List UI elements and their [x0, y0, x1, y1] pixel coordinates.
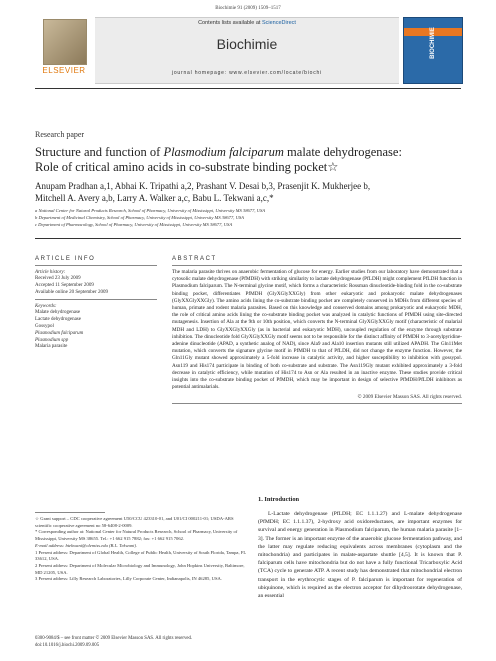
authors — [35, 180, 465, 204]
abstract-text: The malaria parasite thrives on anaerobic fermentation of glucose for energy. Earlier studies from our laboratory have demonstrated that a cytosolic malate dehydrogenase (PfMDH) with striking similarity to lactate dehydrogenase (PfLDH) might complement PfLDH function in Plasmodium falciparum. The N-terminal glycine motif, which forms a characteristic Rossman dinucleotide-binding fold in the co-substrate binding pocket, differentiates PfMDH (GlyXGlyXXGly) from other eukaryotic and prokaryotic malate dehydrogenases (GlyXXGlyXXGly). The amino acids lining the co-substrate binding pocket are completely conserved in MDHs from different species of human, primate and rodent malaria parasites. Based on this knowledge and conserved domains among prokaryotic and eukaryotic MDH, the role of critical amino acids lining the co-substrate binding pocket was analyzed in catalytic functions of PfMDH using site-directed mutagenesis. Insertion of Ala at the 9th or 10th position, which converts the N-terminal GlyXGlyXXGly motif (characteristic of malarial MDH and LDH) to GlyXXGlyXXGly (as in bacterial and eukaryotic MDH), uncoupled regulation of the enzyme through substrate inhibition. The dinucleotide fold GlyXGlyXXGly motif seems not to be responsible for the distinct affinity of PfMDH to 3-acetylpyridine-adenine dinucleotide (APAD, a synthetic analog of NAD), since Ala9 and Ala10 insertion mutants still utilized APADH. The Gln11Met mutation, which converts the signature glycine motif in PfMDH to that of PfLDH, did not change the enzyme function. However, the Gln11Gly mutant showed approximately a 5-fold increase in catalytic activity, and higher susceptibility to inhibition with gossypol. Asn119 and His174 participate in binding of both co-substrate and substrate. The Asn119Gly mutant exhibited approximately a 3-fold decrease in catalytic efficiency, while mutation of His174 to Asn or Ala resulted in an inactive enzyme. These studies provide critical insights into the co-substrate binding pocket of PfMDH, which may be important in design of selective PfMDH/PfLDH inhibitors as potential antimalarials. — [172, 269, 463, 391]
history-received: Received 23 July 2009 — [35, 276, 81, 281]
cover-title: BIOCHIMIE — [430, 27, 436, 59]
journal-cover — [403, 17, 463, 84]
title-part-1: Structure and function of — [35, 145, 164, 159]
affil-rule — [35, 238, 461, 239]
journal-homepage[interactable]: journal homepage: www.elsevier.com/locate/biochi — [171, 70, 323, 76]
abstract-copyright: © 2009 Elsevier Masson SAS. All rights reserved. — [357, 394, 462, 401]
history-online: Available online 20 September 2009 — [35, 289, 108, 295]
contents-line — [95, 20, 399, 26]
article-type: Research paper — [35, 130, 85, 139]
abstract-end-rule — [172, 403, 462, 404]
journal-name: Biochimie — [216, 36, 278, 52]
title-line-2: Role of critical amino acids in co-substrate binding pocket☆ — [35, 160, 339, 174]
affiliation-a: a National Center for Natural Products Research, School of Pharmacy, University of Mississippi, University MS 38677, USA — [35, 208, 266, 213]
title-part-3: malate dehydrogenase: — [283, 145, 402, 159]
article-info — [35, 256, 157, 351]
footnotes — [35, 512, 247, 583]
contents-prefix: Contents lists available at — [198, 20, 262, 26]
keyword: Malate dehydrogenase — [35, 310, 81, 316]
introduction-heading: 1. Introduction — [258, 496, 300, 503]
authors-line-2: Mitchell A. Avery a,b, Larry A. Walker a,c, Babu L. Tekwani a,c,* — [35, 193, 274, 203]
footnote-rule — [35, 512, 105, 513]
abstract-heading: ABSTRACT — [172, 256, 217, 262]
footnote: 3 Present address: Lilly Research Laboratories, Lilly Corporate Center, Indianapolis, IN 46285, USA. — [35, 576, 222, 582]
abstract — [172, 256, 462, 407]
keywords-label: Keywords: — [35, 304, 57, 310]
keyword: Lactate dehydrogenase — [35, 317, 81, 323]
abstract-rule — [172, 265, 462, 266]
doi-line[interactable]: doi:10.1016/j.biochi.2009.09.005 — [35, 642, 100, 648]
article-title — [35, 145, 465, 175]
title-part-2: Plasmodium falciparum — [163, 145, 284, 159]
elsevier-tree-icon — [43, 19, 87, 65]
history-label: Article history: — [35, 270, 66, 275]
affiliation-c: c Department of Pharmacology, School of Pharmacy, University of Mississippi, University MS 38677, USA — [35, 222, 233, 227]
footnote-email[interactable]: E-mail address: btekwani@olemiss.edu (B.L. Tekwani). — [35, 542, 138, 548]
footnote: 1 Present address: Department of Global Health, College of Public Health, University of South Florida, Tampa, FL 33612, USA. — [35, 549, 246, 562]
header-rule — [35, 88, 461, 89]
affiliations — [35, 207, 465, 228]
introduction-text: L-Lactate dehydrogenase (PfLDH; EC 1.1.1.27) and L-malate dehydrogenase (PfMDH; EC 1.1.1.37), 2-hydroxy acid oxidoreductases, are important enzymes for survival and energy generation in Plasmodium falciparum, the human malaria parasite [1–3]. The former is an important enzyme of the anaerobic glucose fermentation pathway, and the latter may regulate reducing equivalents across membranes (cytoplasm and the mitochondria) and participates in malate-aspartate shuttle [4,5]. It is known that P. falciparum cells have mitochondria but do not have a fully functional Tricarboxylic Acid (TCA) cycle to generate ATP. A recent study has demonstrated that mitochondrial electron transport in the erythrocytic stages of P. falciparum is important for regeneration of ubiquinone, which is required as the electron acceptor for dihydroorotate dehydrogenase, an essential — [258, 511, 462, 600]
footnote: ☆ Grant support – CDC cooperative agreement U50/CCU 423310-01, and U01/CI 000211-01; USDA-ARS scientific cooperative agreement no 58-6408-2-0009. — [35, 516, 234, 528]
sciencedirect-link[interactable]: ScienceDirect — [261, 20, 296, 26]
elsevier-logo — [35, 17, 93, 82]
history-accepted: Accepted 11 September 2009 — [35, 282, 94, 288]
info-rule-2 — [35, 299, 157, 300]
publisher-name: ELSEVIER — [42, 66, 86, 75]
authors-line-1: Anupam Pradhan a,1, Abhai K. Tripathi a,2, Prashant V. Desai b,3, Prasenjit K. Mukherjee b, — [35, 181, 371, 191]
footnote: * Corresponding author at: National Center for Natural Products Research, School of Pharmacy, University of Mississippi, University MS 38655. Tel.: +1 662 915 7882; fax: +1 662 915 7062. — [35, 529, 238, 542]
banner-center — [95, 17, 399, 84]
affiliation-b: b Department of Medicinal Chemistry, School of Pharmacy, University of Mississippi, University MS 38677, USA — [35, 215, 244, 220]
front-matter-info — [35, 636, 192, 649]
keyword: Plasmodium spp — [35, 337, 69, 343]
keyword: Plasmodium falciparum — [35, 330, 84, 336]
info-rule — [35, 265, 157, 266]
journal-banner — [35, 17, 461, 82]
keyword: Malaria parasite — [35, 344, 68, 350]
issn-line: 0300-9084/$ – see front matter © 2009 Elsevier Masson SAS. All rights reserved. — [35, 636, 193, 641]
keyword: Gossypol — [35, 323, 54, 329]
article-info-heading: ARTICLE INFO — [35, 256, 96, 262]
footnote: 2 Present address: Department of Molecular Microbiology and Immunology, John Hopkins University, Baltimore, MD 21205, USA. — [35, 562, 245, 575]
journal-citation: Biochimie 91 (2009) 1509–1517 — [215, 6, 281, 11]
